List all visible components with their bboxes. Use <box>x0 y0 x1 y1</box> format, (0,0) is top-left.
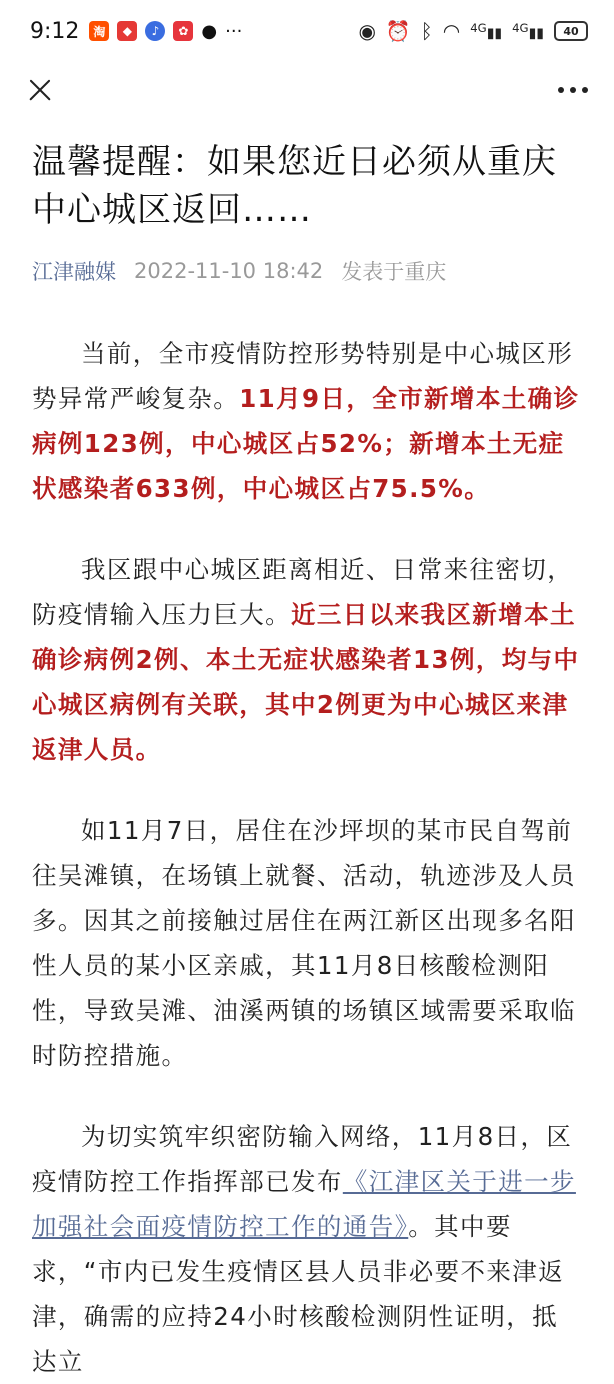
notice-link[interactable]: 《江津区关于进一步加强社会面疫情防控工作的通告》 <box>32 1167 576 1241</box>
paragraph-3: 如11月7日，居住在沙坪坝的某市民自驾前往吴滩镇，在场镇上就餐、活动，轨迹涉及人员多。因其之前接触过居住在两江新区出现多名阳性人员的某小区亲戚，其11月8日核酸检测阳性，导致吴滩、油溪两镇的场镇区域需要采取临时防控措施。 <box>32 816 576 1070</box>
status-bar <box>0 0 614 62</box>
paragraph-4 <box>32 1114 582 1384</box>
more-dot-icon <box>570 87 576 93</box>
more-dot-icon <box>582 87 588 93</box>
music-icon: ♪ <box>145 21 165 41</box>
author-link[interactable]: 江津融媒 <box>32 260 116 284</box>
article-title: 温馨提醒：如果您近日必须从重庆中心城区返回…… <box>32 142 557 230</box>
paragraph-4-text: 为切实筑牢织密防输入网络，11月8日，区疫情防控工作指挥部已发布 <box>32 1122 573 1196</box>
more-options-button[interactable] <box>554 79 592 101</box>
paragraph-1-text: 当前，全市疫情防控形势特别是中心城区形势异常严峻复杂。 <box>32 339 574 413</box>
wifi-icon: ◠ <box>442 19 461 43</box>
paragraph-2-highlight: 近三日以来我区新增本土确诊病例2例、本土无症状感染者13例，均与中心城区病例有关联，其中2例更为中心城区来津返津人员。 <box>32 600 580 764</box>
bluetooth-icon: ᛒ <box>420 19 433 43</box>
message-icon: ● <box>201 20 218 42</box>
paragraph-2-text: 我区跟中心城区距离相近、日常来往密切，防疫情输入压力巨大。 <box>32 555 574 629</box>
article <box>0 138 614 1384</box>
status-right <box>358 19 588 43</box>
more-notifications-icon: ··· <box>225 20 243 42</box>
status-left <box>30 19 242 44</box>
paragraph-2 <box>32 547 582 772</box>
taobao-icon: 淘 <box>89 21 109 41</box>
battery-icon: 40 <box>554 21 588 41</box>
nav-bar <box>0 62 614 118</box>
more-dot-icon <box>558 87 564 93</box>
publish-location: 发表于重庆 <box>341 260 447 284</box>
notification-icon: ◆ <box>117 21 137 41</box>
app-icon: ✿ <box>173 21 193 41</box>
eye-icon: ◉ <box>358 19 376 43</box>
signal-icon-2: $^{4G}$▮▮ <box>512 20 544 42</box>
close-button[interactable] <box>22 72 58 108</box>
signal-icon-1: $^{4G}$▮▮ <box>470 20 503 42</box>
paragraph-1 <box>32 331 582 511</box>
paragraph-1-highlight: 11月9日，全市新增本土确诊病例123例，中心城区占52%；新增本土无症状感染者633例，中心城区占75.5%。 <box>32 384 580 503</box>
alarm-icon: ⏰ <box>385 19 411 43</box>
article-meta <box>32 256 582 286</box>
status-time: 9:12 <box>30 18 80 44</box>
paragraph-4-text-after: 。其中要求，“市内已发生疫情区县人员非必要不来津返津，确需的应持24小时核酸检测阴性证明，抵达立 <box>32 1212 565 1376</box>
publish-date: 2022-11-10 18:42 <box>134 259 324 283</box>
